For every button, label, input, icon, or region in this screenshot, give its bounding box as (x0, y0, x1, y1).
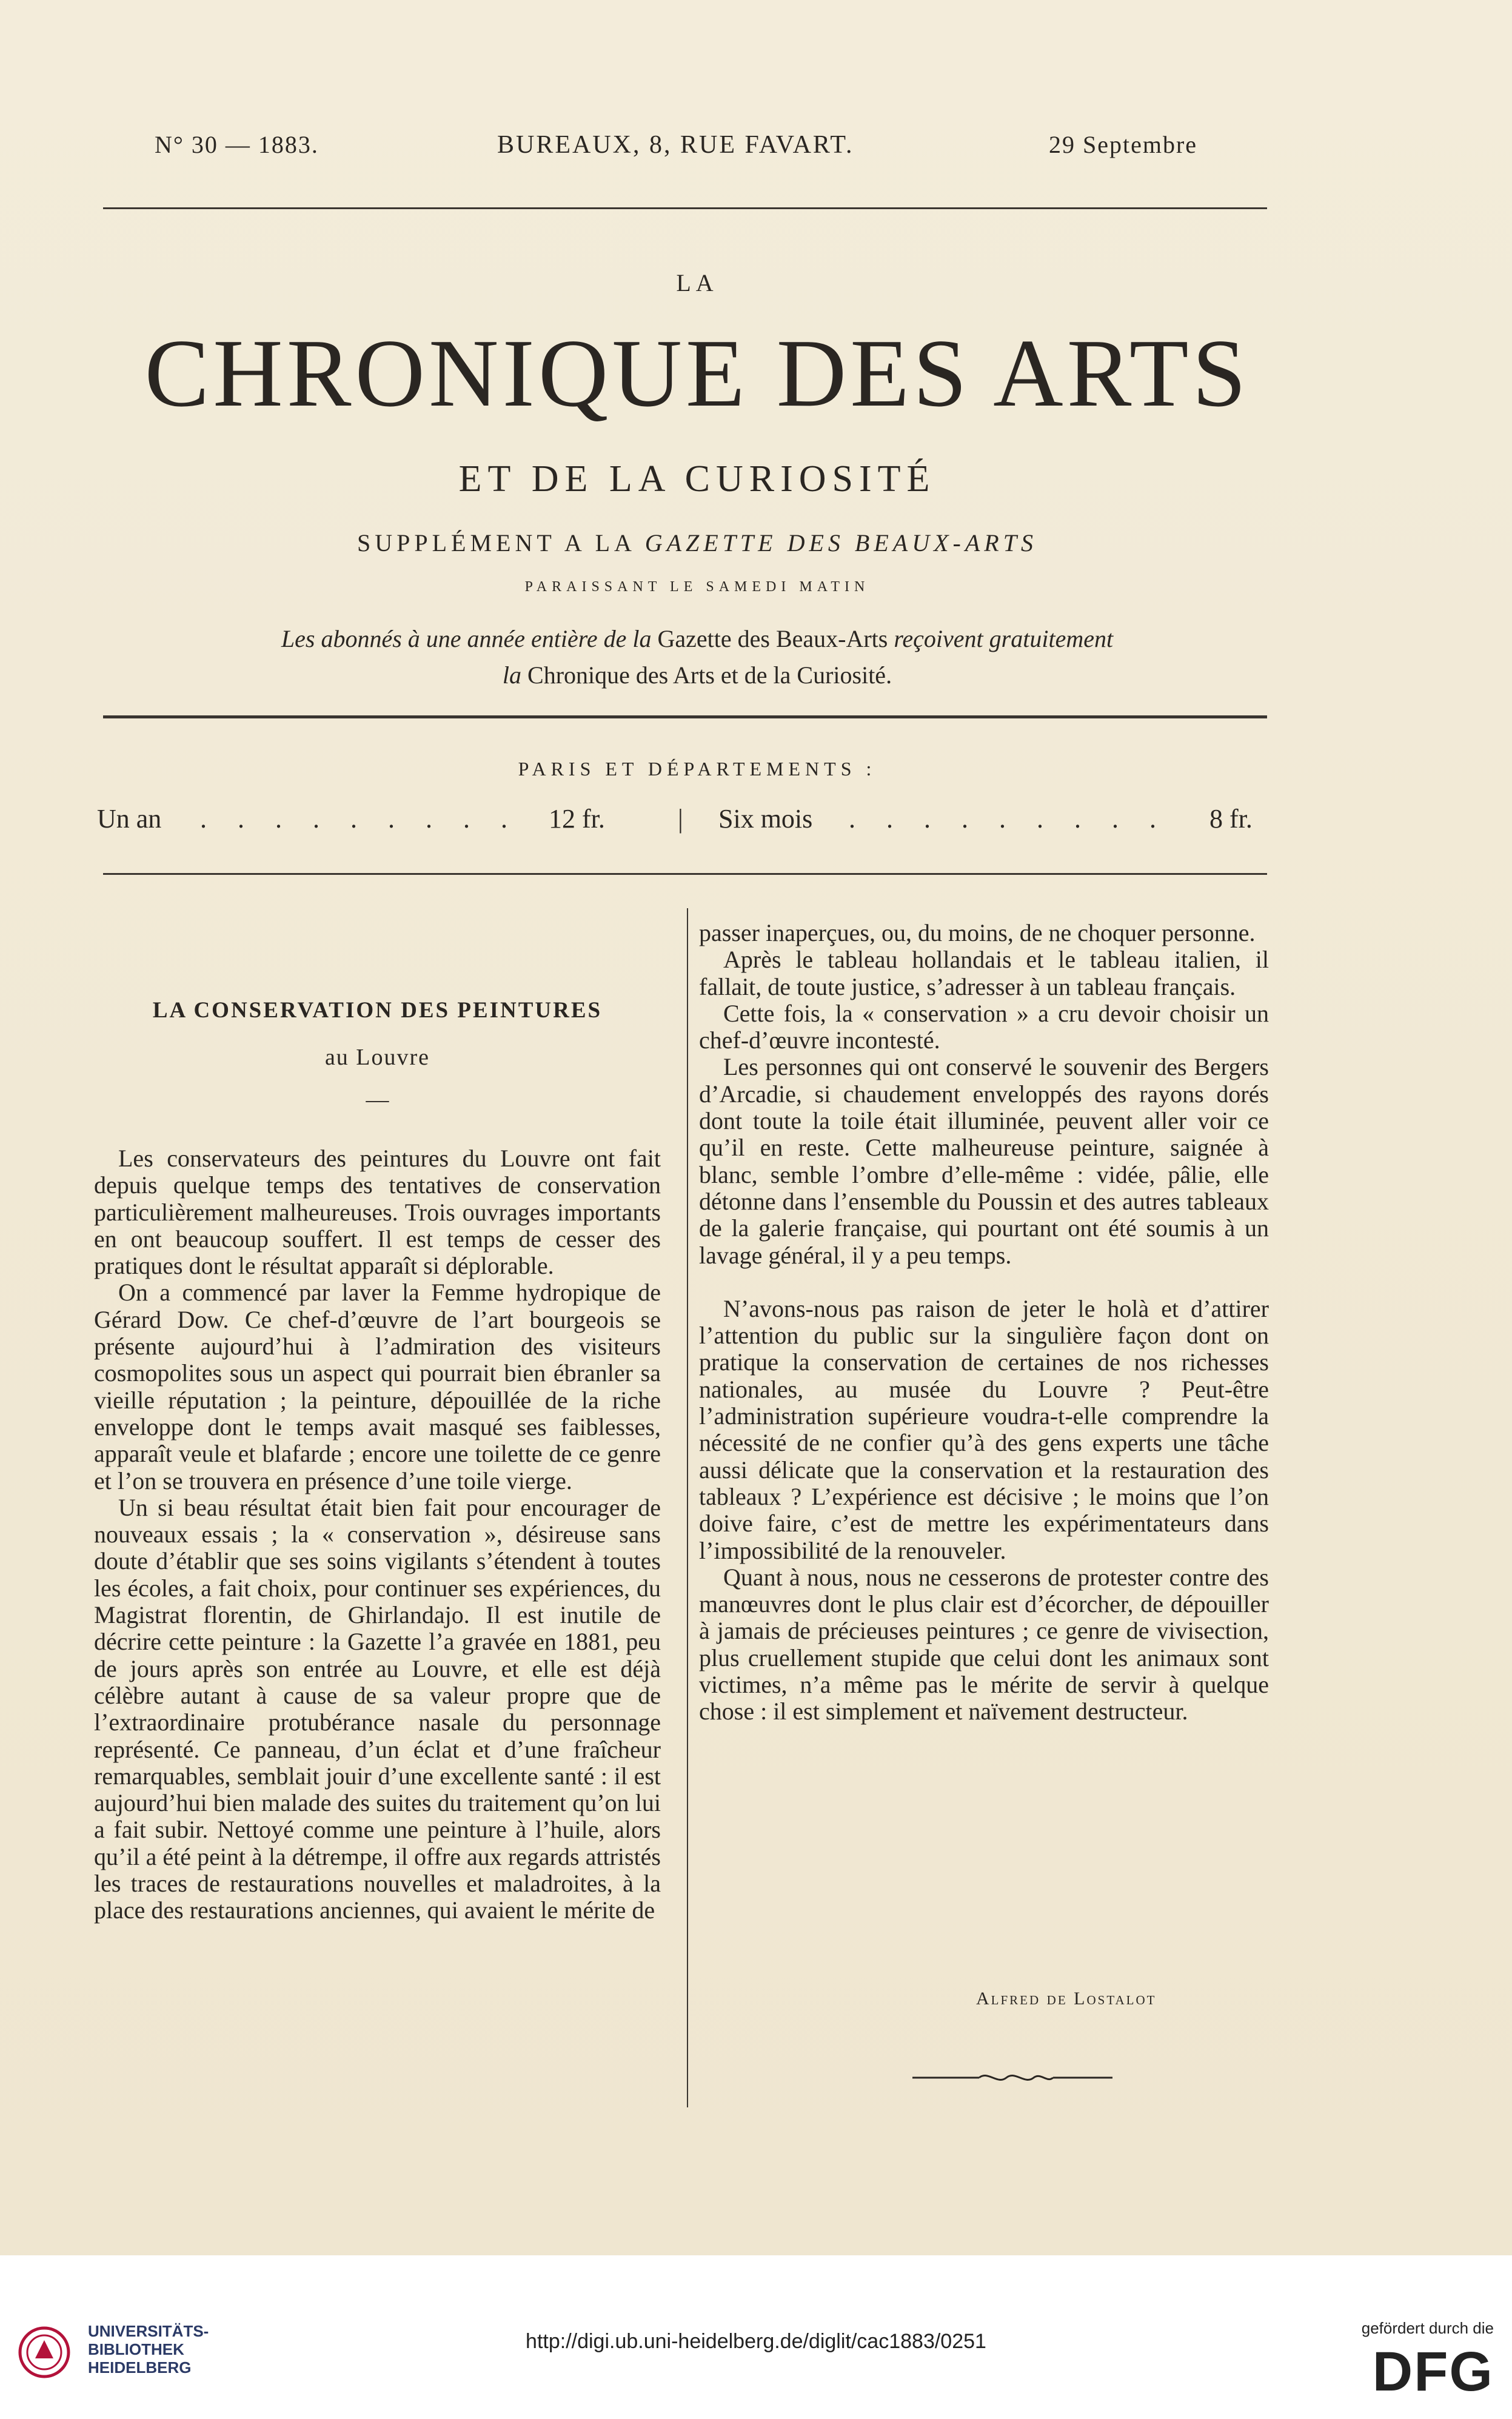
price-half: 8 fr. (1209, 804, 1253, 834)
article-paragraph: passer inaperçues, ou, du moins, de ne choquer personne. (699, 919, 1256, 946)
notice-text: reçoivent gratuitement (894, 625, 1114, 652)
sponsor-caption: gefördert durch die (1361, 2319, 1494, 2337)
article-dash: — (366, 1087, 389, 1112)
notice-text: Les abonnés à une année entière de la (281, 625, 658, 652)
price-separator: | (678, 804, 683, 834)
masthead-title: CHRONIQUE DES ARTS (144, 319, 1250, 427)
article-paragraph: Un si beau résultat était bien fait pour encourager de nouveaux essais ; la « conservation », désireuse sans doute d’établir que ses soins vigilants s’étendent à toutes les écoles, a fait choix, pour continuer ses expériences, du Magistrat florentin, de Ghirlandajo. Il est inutile de décrire cette peinture : la Gazette l’a gravée en 1881, peu de jours après son entrée au Louvre, et elle est déjà célèbre autant à cause de sa valeur propre que de l’extraordinaire protubérance nasale du personnage représenté. Ce panneau, d’un éclat et d’une fraîcheur remarquables, semblait jouir d’une excellente santé : il est aujourd’hui bien malade des suites du traitement qu’on lui a fait subir. Nettoyé comme une peinture à l’huile, alors qu’il a été peint à la détrempe, il offre aux regards attristés les traces de restaurations nouvelles et maladroites, à la place des restaurations anciennes, qui avaient le mérite de (94, 1493, 661, 1924)
price-year: 12 fr. (549, 804, 605, 834)
masthead-subtitle: ET DE LA CURIOSITÉ (458, 458, 936, 500)
supplement-journal: GAZETTE DES BEAUX-ARTS (644, 529, 1037, 557)
price-half-label: Six mois (718, 804, 813, 834)
subscription-heading: PARIS ET DÉPARTEMENTS : (518, 758, 877, 780)
notice-text: la (502, 661, 528, 689)
library-name-line: BIBLIOTHEK (88, 2340, 184, 2358)
article-subtitle: au Louvre (324, 1045, 430, 1070)
office-address: BUREAUX, 8, RUE FAVART. (497, 131, 854, 159)
supplement-line (0, 529, 1394, 557)
publication-schedule: PARAISSANT LE SAMEDI MATIN (524, 579, 870, 595)
notice-journal: Gazette des Beaux-Arts (657, 625, 894, 652)
price-year-label: Un an (97, 804, 162, 834)
dfg-logo: DFG (1372, 2341, 1494, 2403)
masthead-article: LA (676, 269, 718, 296)
subscriber-notice-line1 (0, 624, 1394, 653)
article-left-column (94, 1145, 661, 1924)
issue-number: N° 30 — 1883. (155, 131, 319, 158)
issue-date: 29 Septembre (1049, 131, 1198, 158)
notice-journal: Chronique des Arts et de la Curiosité. (527, 661, 892, 689)
subscriber-notice-line2 (0, 661, 1394, 689)
source-url[interactable]: http://digi.ub.uni-heidelberg.de/diglit/cac1883/0251 (526, 2330, 986, 2353)
price-half-dots: . . . . . . . . . (849, 804, 1168, 834)
supplement-prefix: SUPPLÉMENT A LA (357, 529, 645, 557)
article-paragraph: Après le tableau hollandais et le tableau italien, il fallait, de toute justice, s’adresser à un tableau français. (699, 946, 1269, 1000)
article-paragraph: Les personnes qui ont conservé le souvenir des Bergers d’Arcadie, si chaudement enveloppés des rayons dorés dont toute la toile était illuminée, peuvent aller voir ce qu’il en reste. Cette malheureuse peinture, saignée à blanc, semble l’ombre d’elle-même : vidée, pâlie, elle détonne dans l’ensemble du Poussin et des autres tableaux de la galerie française, qui pourtant ont été soumis à un lavage général, il y a peu temps. (699, 1053, 1269, 1269)
header-rule (103, 207, 1267, 209)
article-paragraph: On a commencé par laver la Femme hydropique de Gérard Dow. Ce chef-d’œuvre de l’art bourgeois se présente aujourd’hui à l’admiration des visiteurs cosmopolites sous un aspect qui pourrait bien ébranler sa vieille réputation ; la peinture, dépouillée de la riche enveloppe dont le temps avait masqué ses faiblesses, apparaît veule et blafarde ; encore une toilette de ce genre et l’on se trouvera en présence d’une toile vierge. (94, 1279, 661, 1494)
article-paragraph: Les conservateurs des peintures du Louvre ont fait depuis quelque temps des tentatives de conservation particulièrement malheureuses. Trois ouvrages importants en ont beaucoup souffert. Il est temps de cesser des pratiques dont le résultat apparaît si déplorable. (94, 1145, 661, 1280)
column-divider (687, 908, 688, 2107)
article-title: LA CONSERVATION DES PEINTURES (152, 998, 603, 1023)
price-year-dots: . . . . . . . . . (200, 804, 520, 834)
article-signature: Alfred de Lostalot (976, 1989, 1157, 2009)
ornament-icon (912, 2069, 1112, 2087)
article-paragraph: Cette fois, la « conservation » a cru devoir choisir un chef-d’œuvre incontesté. (699, 999, 1269, 1054)
masthead-rule (103, 715, 1267, 718)
library-name-line: UNIVERSITÄTS- (88, 2322, 209, 2340)
subscription-rule (103, 873, 1267, 875)
library-name-line: HEIDELBERG (88, 2358, 192, 2377)
article-paragraph: N’avons-nous pas raison de jeter le holà et d’attirer l’attention du public sur la singulière façon dont on pratique la conservation de certaines de nos richesses nationales, au musée du Louvre ? Peut-être l’administration supérieure voudra-t-elle comprendre la nécessité de ne confier qu’à des gens experts une tâche aussi délicate que la conservation et la restauration des tableaux ? L’expérience est décisive ; le moins que l’on doive faire, c’est de mettre les expérimentateurs dans l’impossibilité de la renouveler. (699, 1294, 1269, 1564)
article-right-column (699, 920, 1269, 1725)
article-paragraph: Quant à nous, nous ne cesserons de protester contre des manœuvres dont le plus clair est d’écorcher, de dépouiller à jamais de précieuses peintures ; ce genre de vivisection, plus cruellement stupide que celui dont les animaux sont victimes, n’a même pas le mérite de servir à quelque chose : il est simplement et naïvement destructeur. (699, 1563, 1269, 1725)
